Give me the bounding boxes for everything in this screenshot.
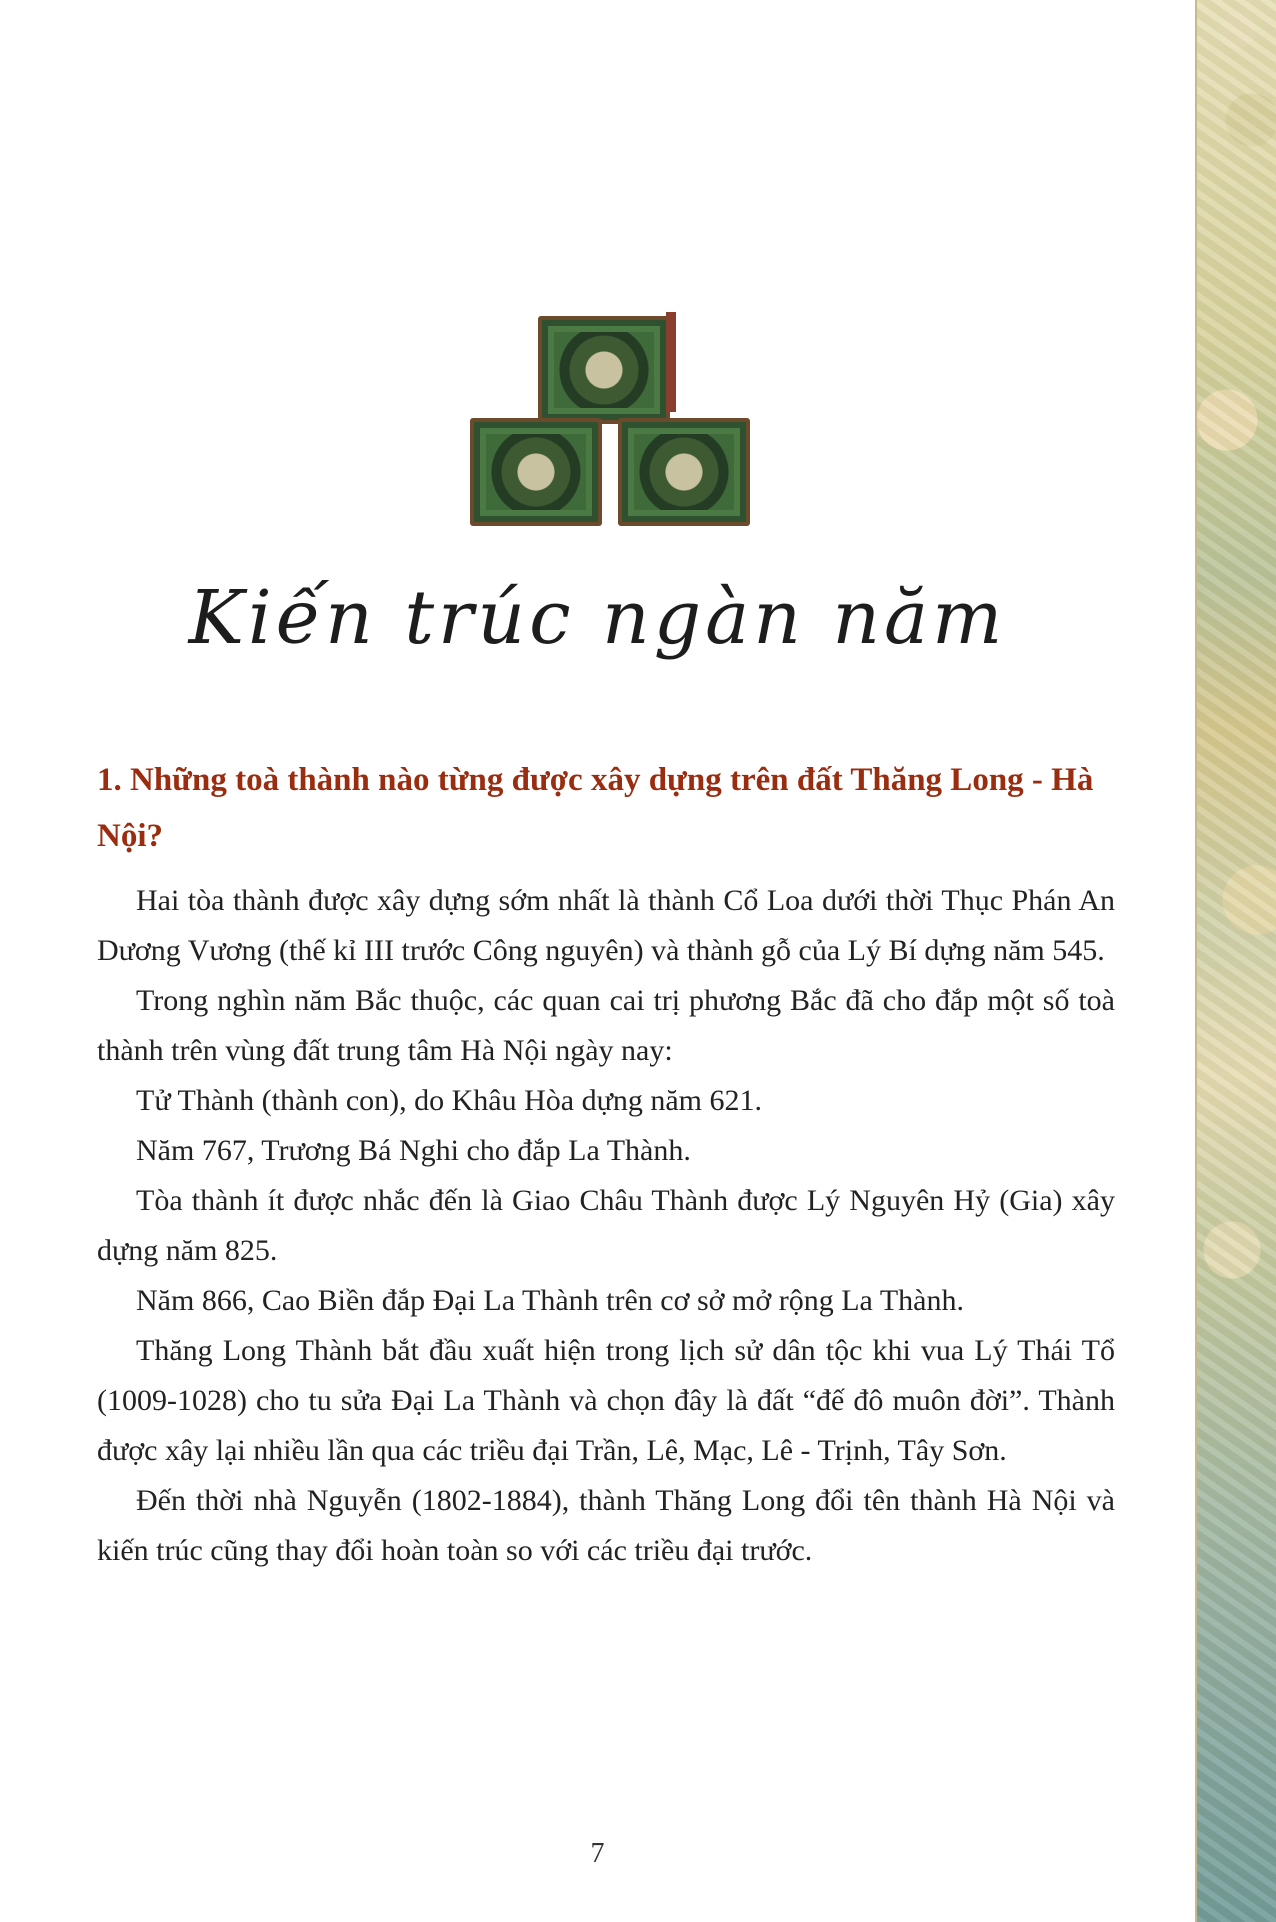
ceramic-tile-top bbox=[538, 316, 670, 424]
page-number: 7 bbox=[590, 1838, 605, 1869]
question-title: 1. Những toà thành nào từng được xây dựng trên đất Thăng Long - Hà Nội? bbox=[97, 762, 1094, 854]
answer-body bbox=[97, 876, 1115, 1576]
ceramic-tiles-illustration bbox=[470, 308, 745, 528]
paragraph: Trong nghìn năm Bắc thuộc, các quan cai trị phương Bắc đã cho đắp một số toà thành trên vùng đất trung tâm Hà Nội ngày nay: bbox=[97, 984, 1115, 1067]
paragraph: Năm 866, Cao Biền đắp Đại La Thành trên cơ sở mở rộng La Thành. bbox=[136, 1284, 964, 1317]
paragraph: Tử Thành (thành con), do Khâu Hòa dựng năm 621. bbox=[136, 1084, 763, 1117]
paragraph: Tòa thành ít được nhắc đến là Giao Châu Thành được Lý Nguyên Hỷ (Gia) xây dựng năm 825. bbox=[97, 1184, 1115, 1267]
chapter-title: Kiến trúc ngàn năm bbox=[188, 575, 1007, 661]
paragraph: Đến thời nhà Nguyễn (1802-1884), thành Thăng Long đổi tên thành Hà Nội và kiến trúc cũng thay đổi hoàn toàn so với các triều đại trước. bbox=[97, 1484, 1115, 1567]
paragraph: Hai tòa thành được xây dựng sớm nhất là thành Cổ Loa dưới thời Thục Phán An Dương Vương (thế kỉ III trước Công nguyên) và thành gỗ của Lý Bí dựng năm 545. bbox=[97, 884, 1115, 967]
ceramic-tile-bottom-left bbox=[470, 418, 602, 526]
ceramic-tile-bottom-right bbox=[618, 418, 750, 526]
decorative-border bbox=[1195, 0, 1276, 1922]
paragraph: Thăng Long Thành bắt đầu xuất hiện trong lịch sử dân tộc khi vua Lý Thái Tổ (1009-1028) cho tu sửa Đại La Thành và chọn đây là đất “đế đô muôn đời”. Thành được xây lại nhiều lần qua các triều đại Trần, Lê, Mạc, Lê - Trịnh, Tây Sơn. bbox=[97, 1334, 1115, 1467]
paragraph: Năm 767, Trương Bá Nghi cho đắp La Thành. bbox=[136, 1134, 691, 1167]
